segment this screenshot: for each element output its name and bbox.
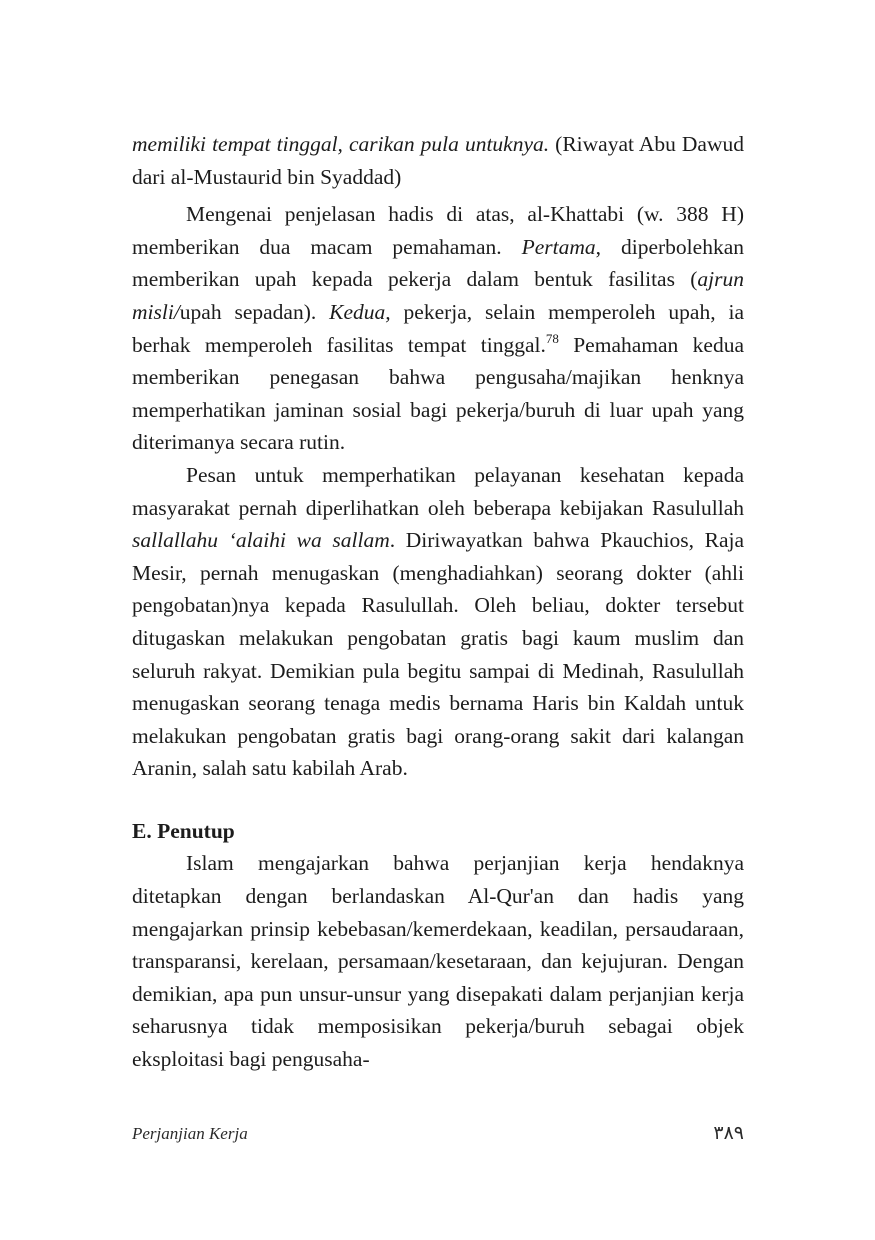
page-footer <box>132 1124 744 1150</box>
italic-term: ajrun misli/ <box>132 267 744 324</box>
text-run: upah sepadan). <box>179 299 330 324</box>
text-run: . Diriwayatkan bahwa Pkauchios, Raja Mesir, pernah menugaskan (menghadiahkan) seorang dokter (ahli pengobatan)nya kepada Rasulullah. Oleh beliau, dokter tersebut ditugaskan melakukan pengobatan gratis bagi kaum muslim dan seluruh rakyat. Demikian pula begitu sampai di Medinah, Rasulullah menugaskan seorang tenaga medis bernama Haris bin Kaldah untuk melakukan pengobatan gratis bagi orang-orang sakit dari kalangan Aranin, salah satu kabilah Arab. <box>132 528 744 781</box>
footnote-marker[interactable]: 78 <box>545 330 559 346</box>
paragraph-closing <box>132 847 744 1075</box>
hadith-citation: (Riwayat Abu Dawud dari al-Mustaurid bin Syaddad) <box>132 132 744 189</box>
italic-term: sallallahu ‘alaihi wa sallam <box>132 528 390 553</box>
italic-term: Kedua, <box>329 299 391 324</box>
text-run: pekerja, selain memperoleh upah, ia berhak memperoleh fasilitas tempat tinggal. <box>132 299 744 357</box>
text-run: Pemahaman kedua memberikan penegasan bahwa pengusaha/majikan henknya memperhatikan jaminan sosial bagi pekerja/buruh di luar upah yang diterimanya secara rutin. <box>132 332 744 455</box>
paragraph-health-service <box>132 459 744 785</box>
italic-term: Pertama <box>521 234 596 259</box>
text-run: Mengenai penjelasan hadis di atas, al-Khattabi (w. 388 H) memberikan dua macam pemahaman. <box>132 202 744 259</box>
running-title: Perjanjian Kerja <box>132 1124 248 1143</box>
paragraph-hadith-ending <box>132 128 744 193</box>
page-body <box>132 128 744 1076</box>
hadith-translation: memiliki tempat tinggal, carikan pula untuknya. <box>132 132 550 156</box>
paragraph-khattabi <box>132 198 744 459</box>
section-heading: E. Penutup <box>132 818 235 843</box>
text-run: , diperbolehkan memberikan upah kepada pekerja dalam bentuk fasilitas ( <box>132 234 744 292</box>
text-run: Islam mengajarkan bahwa perjanjian kerja hendaknya ditetapkan dengan berlandaskan Al-Qur'an dan hadis yang mengajarkan prinsip kebebasan/kemerdekaan, keadilan, persaudaraan, transparansi, kerelaan, persamaan/kesetaraan, dan kejujuran. Dengan demikian, apa pun unsur-unsur yang disepakati dalam perjanjian kerja seharusnya tidak memposisikan pekerja/buruh sebagai objek eksploitasi bagi pengusaha- <box>132 851 744 1072</box>
page-number: ٣٨٩ <box>713 1122 744 1144</box>
text-run: Pesan untuk memperhatikan pelayanan kesehatan kepada masyarakat pernah diperlihatkan oleh beberapa kebijakan Rasulullah <box>132 462 744 520</box>
